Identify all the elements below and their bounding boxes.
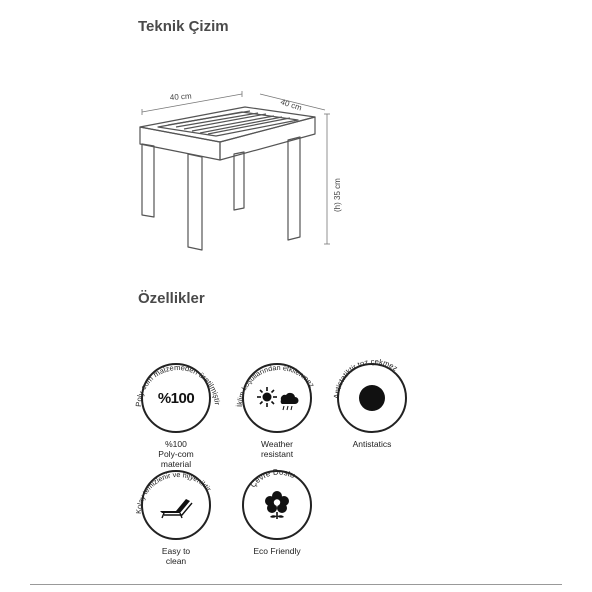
height-dimension-label: (h) 35 cm (333, 178, 342, 212)
badge-caption: Easy to clean (161, 546, 191, 566)
feature-badge-eco-friendly (238, 467, 316, 556)
feature-badge-weather (234, 362, 317, 459)
sun-cloud-icon (255, 384, 299, 412)
flower-icon (263, 490, 291, 520)
table-leg-back-right (288, 137, 300, 240)
badge-caption: Antistatics (352, 439, 392, 449)
badge-circle (242, 467, 312, 540)
section-title-features: Özellikler (138, 290, 205, 307)
width-dimension-label: 40 cm (169, 91, 192, 102)
depth-dimension-label: 40 cm (279, 97, 303, 113)
svg-text:Antistatiktir toz çekmez: Antistatiktir toz çekmez (331, 356, 400, 400)
section-title-technical-drawing: Teknik Çizim (138, 18, 229, 35)
feature-badge-antistatic (331, 356, 411, 449)
table-leg-back-left (234, 152, 244, 210)
bottom-divider (30, 584, 562, 585)
feature-badge-polycom (133, 362, 222, 469)
badge-circle (133, 469, 214, 540)
svg-text:Poly-com malzemeden üretilmişt: Poly-com malzemeden üretilmiştir (133, 362, 222, 408)
table-technical-drawing (130, 82, 350, 262)
feature-badge-easy-clean (133, 469, 215, 566)
badge-circle (133, 362, 222, 433)
badge-caption: Eco Friendly (253, 546, 301, 556)
svg-text:İklim koşullarından etkilenmez: İklim koşullarından etkilenmez (234, 362, 317, 408)
svg-text:Çevre Dostu: Çevre Dostu (248, 467, 297, 490)
percent-text-icon: %100 (157, 389, 195, 407)
badge-circle (331, 356, 407, 433)
svg-text:Kolay temizlenir ve hijyenikti: Kolay temizlenir ve hijyeniktir (133, 469, 214, 515)
table-leg-front-left (142, 144, 154, 217)
badge-circle (234, 362, 317, 433)
lounger-icon (156, 491, 196, 519)
table-leg-front-right (188, 154, 202, 250)
dot-icon (359, 385, 385, 411)
badge-caption: %100 Poly-com material (158, 439, 194, 469)
badge-caption: Weather resistant (260, 439, 294, 459)
